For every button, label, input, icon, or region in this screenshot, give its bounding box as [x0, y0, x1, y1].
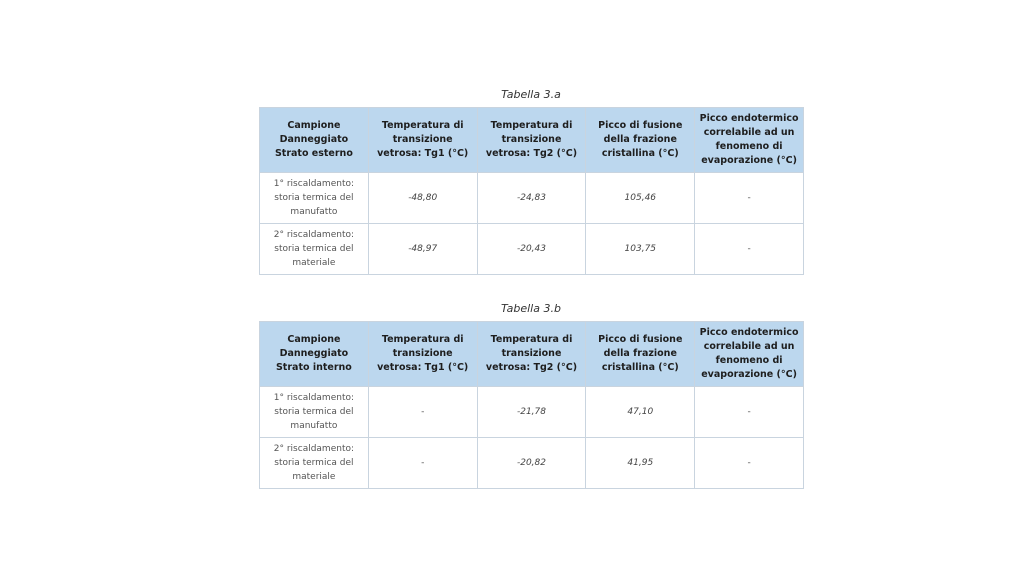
column-header: Temperatura di transizione vetrosa: Tg1 (°C)	[368, 322, 477, 387]
column-header: Temperatura di transizione vetrosa: Tg2 (°C)	[477, 322, 586, 387]
table-cell: -21,78	[477, 387, 586, 438]
table-row	[260, 387, 804, 438]
column-header: Campione Danneggiato Strato interno	[260, 322, 369, 387]
table-cell: -48,97	[368, 224, 477, 275]
table-cell: -24,83	[477, 173, 586, 224]
table-cell: -20,82	[477, 438, 586, 489]
table-cell: 47,10	[586, 387, 695, 438]
table-cell: 103,75	[586, 224, 695, 275]
table-cell: 105,46	[586, 173, 695, 224]
table-cell: -	[368, 438, 477, 489]
row-label: 2° riscaldamento: storia termica del materiale	[260, 438, 369, 489]
table-cell: -	[695, 438, 804, 489]
table-row	[260, 173, 804, 224]
row-label: 2° riscaldamento: storia termica del materiale	[260, 224, 369, 275]
table-cell: -	[695, 173, 804, 224]
header-row	[260, 322, 804, 387]
table-cell: -20,43	[477, 224, 586, 275]
column-header: Temperatura di transizione vetrosa: Tg2 (°C)	[477, 108, 586, 173]
column-header: Picco di fusione della frazione cristallina (°C)	[586, 322, 695, 387]
column-header: Campione Danneggiato Strato esterno	[260, 108, 369, 173]
table-row	[260, 438, 804, 489]
table-caption: Tabella 3.b	[501, 302, 561, 315]
table-3a-block	[259, 87, 803, 275]
table-caption: Tabella 3.a	[501, 88, 561, 101]
table-cell: -48,80	[368, 173, 477, 224]
data-table	[259, 321, 804, 489]
table-cell: -	[695, 387, 804, 438]
data-table	[259, 107, 804, 275]
header-row	[260, 108, 804, 173]
column-header: Picco di fusione della frazione cristallina (°C)	[586, 108, 695, 173]
column-header: Picco endotermico correlabile ad un fenomeno di evaporazione (°C)	[695, 108, 804, 173]
table-row	[260, 224, 804, 275]
table-cell: -	[368, 387, 477, 438]
table-cell: -	[695, 224, 804, 275]
table-3b-block	[259, 301, 803, 489]
column-header: Temperatura di transizione vetrosa: Tg1 (°C)	[368, 108, 477, 173]
row-label: 1° riscaldamento: storia termica del manufatto	[260, 173, 369, 224]
column-header: Picco endotermico correlabile ad un fenomeno di evaporazione (°C)	[695, 322, 804, 387]
table-cell: 41,95	[586, 438, 695, 489]
row-label: 1° riscaldamento: storia termica del manufatto	[260, 387, 369, 438]
